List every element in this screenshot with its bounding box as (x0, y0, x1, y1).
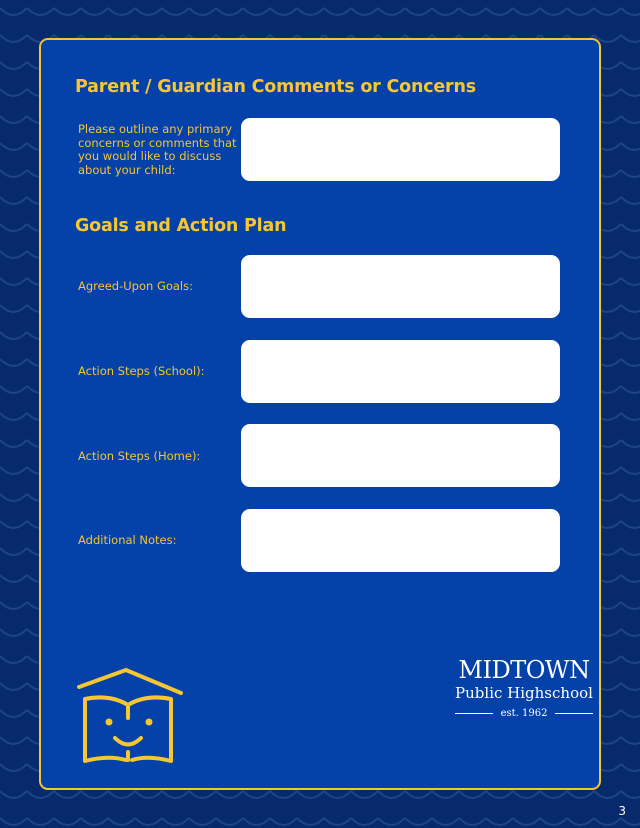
concerns-input[interactable] (241, 118, 560, 181)
field-label-goals: Agreed-Upon Goals: (78, 279, 193, 293)
divider (455, 713, 493, 714)
field-label-school-steps: Action Steps (School): (78, 364, 205, 378)
field-label-notes: Additional Notes: (78, 533, 177, 547)
school-name: MIDTOWN (458, 656, 590, 684)
school-logo (454, 656, 594, 719)
section-title-goals: Goals and Action Plan (75, 216, 287, 236)
school-established: est. 1962 (500, 708, 548, 719)
book-house-logo-icon (75, 666, 185, 768)
home-steps-input[interactable] (241, 424, 560, 487)
goals-input[interactable] (241, 255, 560, 318)
divider (555, 713, 593, 714)
field-label-concerns: Please outline any primary concerns or comments that you would like to discuss about your child: (78, 122, 237, 177)
school-subtitle: Public Highschool (455, 684, 593, 702)
field-label-home-steps: Action Steps (Home): (78, 449, 201, 463)
school-steps-input[interactable] (241, 340, 560, 403)
page-number: 3 (618, 804, 626, 818)
section-title-parent-comments: Parent / Guardian Comments or Concerns (75, 77, 476, 97)
notes-input[interactable] (241, 509, 560, 572)
